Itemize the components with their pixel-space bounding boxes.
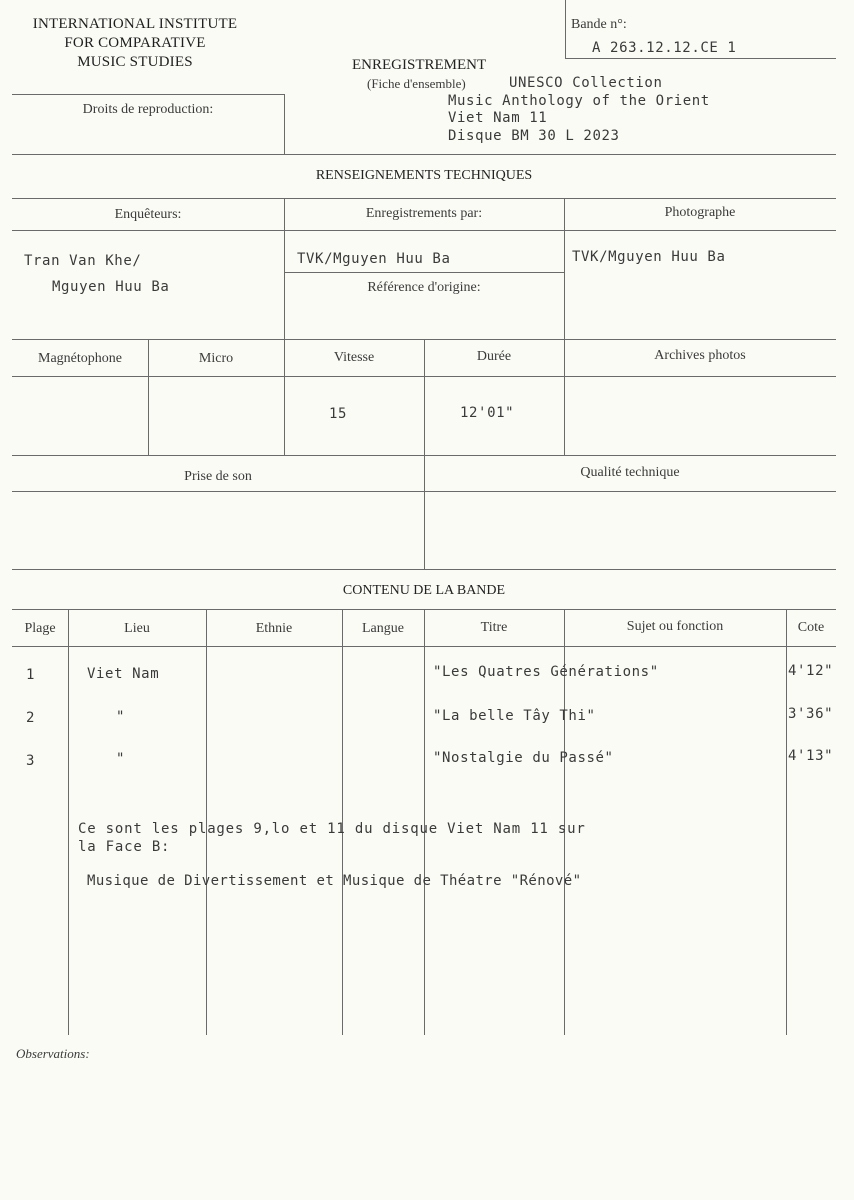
table-row-2-titre: "La belle Tây Thi"	[433, 708, 596, 724]
prise-de-son-label: Prise de son	[184, 469, 252, 484]
column-header-lieu: Lieu	[124, 621, 150, 636]
enregistrements-par-label: Enregistrements par:	[365, 206, 483, 221]
institute-name-line2: FOR COMPARATIVE	[64, 35, 206, 51]
collection-line3: Viet Nam 11	[448, 110, 548, 126]
institute-name-line3: MUSIC STUDIES	[77, 54, 193, 70]
qualite-technique-label: Qualité technique	[580, 465, 680, 480]
header-bottom-line	[12, 154, 836, 155]
photographe-label: Photographe	[664, 205, 736, 220]
reference-top-line	[284, 272, 564, 273]
collection-line4: Disque BM 30 L 2023	[448, 128, 620, 144]
bande-number: A 263.12.12.CE 1	[592, 40, 737, 56]
bande-label: Bande n°:	[571, 17, 627, 32]
notes-line2: la Face B:	[78, 839, 171, 855]
collection-line2: Music Anthology of the Orient	[448, 93, 710, 109]
column-header-titre: Titre	[480, 620, 508, 635]
tech-section-title: RENSEIGNEMENTS TECHNIQUES	[315, 168, 533, 183]
table-row-3-titre: "Nostalgie du Passé"	[433, 750, 614, 766]
enqueteurs-value-line2: Mguyen Huu Ba	[52, 279, 170, 295]
table-row-2-cote: 3'36"	[788, 706, 834, 722]
col-divider-sujet	[786, 609, 787, 1035]
table-row-2-plage: 2	[26, 710, 36, 726]
table-row-1-plage: 1	[26, 667, 36, 683]
bande-box-bottom-border	[565, 58, 836, 59]
col-divider-plage	[68, 609, 69, 1035]
tech-labels-line	[12, 230, 836, 231]
enqueteurs-value-line1: Tran Van Khe/	[24, 253, 142, 269]
contenu-section-title: CONTENU DE LA BANDE	[342, 583, 506, 598]
contenu-top-line	[12, 569, 836, 570]
collection-line1: UNESCO Collection	[509, 75, 663, 91]
vitesse-value: 15	[329, 406, 348, 422]
droits-label: Droits de reproduction:	[82, 102, 214, 117]
table-row-1-lieu: Viet Nam	[87, 666, 160, 682]
enregistrements-par-value: TVK/Mguyen Huu Ba	[297, 251, 451, 267]
notes-line1: Ce sont les plages 9,lo et 11 du disque Viet Nam 11 sur	[78, 821, 586, 837]
photographe-value: TVK/Mguyen Huu Ba	[572, 249, 726, 265]
column-header-sujet: Sujet ou fonction	[626, 619, 724, 634]
enregistrement-title: ENREGISTREMENT	[352, 57, 487, 73]
table-row-1-titre: "Les Quatres Générations"	[433, 664, 659, 680]
vitesse-label: Vitesse	[333, 350, 375, 365]
table-row-3-plage: 3	[26, 753, 36, 769]
duree-label: Durée	[476, 349, 512, 364]
column-header-ethnie: Ethnie	[255, 621, 293, 636]
column-header-cote: Cote	[797, 620, 825, 635]
table-row-3-lieu: "	[116, 751, 126, 767]
observations-label: Observations:	[16, 1046, 90, 1061]
duree-value: 12'01"	[460, 405, 515, 421]
droits-top-line	[12, 94, 284, 95]
table-row-1-cote: 4'12"	[788, 663, 834, 679]
institute-name-line1: INTERNATIONAL INSTITUTE	[32, 16, 238, 32]
archives-photos-label: Archives photos	[654, 348, 746, 363]
micro-label: Micro	[198, 351, 234, 366]
tech-section-line	[12, 198, 836, 199]
table-row-3-cote: 4'13"	[788, 748, 834, 764]
reference-origine-label: Référence d'origine:	[367, 280, 481, 295]
enqueteurs-label: Enquêteurs:	[114, 207, 182, 222]
table-row-2-lieu: "	[116, 709, 126, 725]
column-header-plage: Plage	[24, 621, 56, 636]
column-header-langue: Langue	[362, 621, 404, 636]
droits-right-border	[284, 94, 285, 154]
magnetophone-label: Magnétophone	[38, 351, 122, 366]
enregistrement-subtitle: (Fiche d'ensemble)	[367, 76, 466, 91]
bande-box-left-border	[565, 0, 566, 58]
notes-line3: Musique de Divertissement et Musique de Théatre "Rénové"	[87, 873, 582, 889]
